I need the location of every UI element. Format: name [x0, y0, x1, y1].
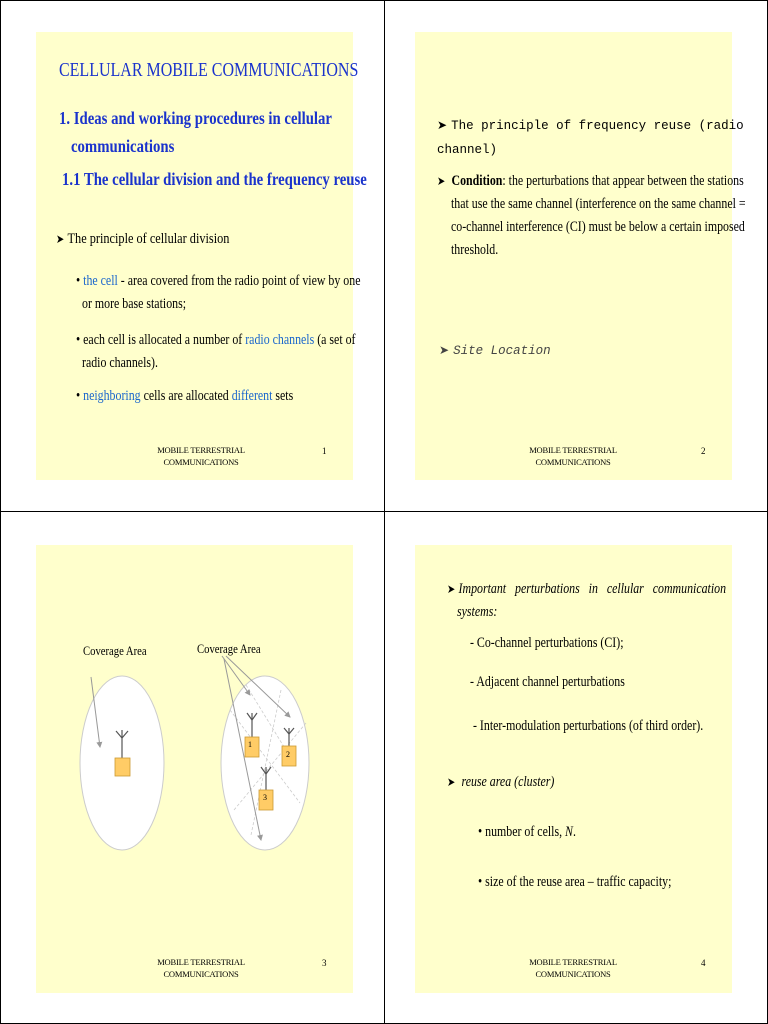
bullet-cell-text: - area covered from the radio point of view by one [117, 273, 361, 289]
bullet-neighbors [76, 388, 293, 405]
page-number: 2 [701, 446, 706, 456]
arrow-bullet-icon: ➤ [447, 775, 456, 789]
term-different: different [231, 388, 273, 404]
bullet-channels-pre: each cell is allocated a number of [83, 332, 246, 348]
footer-line1: MOBILE TERRESTRIAL [529, 957, 617, 967]
arrow-bullet-icon: ➤ [439, 343, 450, 357]
base-station-box [115, 758, 130, 776]
condition-text: : the perturbations that appear between the stations [502, 173, 744, 189]
bullet-cell [76, 273, 360, 290]
slide-4 [415, 545, 732, 993]
item-co-channel: - Co-channel perturbations (CI); [470, 635, 624, 651]
bullet-neighbors-post: sets [272, 388, 294, 404]
page-number: 1 [322, 446, 327, 456]
vertical-divider [384, 0, 385, 1024]
principle-line [56, 231, 229, 248]
bullet-number-of-cells [478, 824, 576, 841]
reuse-principle-line2: channel) [437, 143, 498, 157]
bullet-channels [76, 332, 356, 349]
heading-1-line1: 1. Ideas and working procedures in cellular [59, 108, 332, 128]
horizontal-divider [0, 511, 768, 512]
bullet-reuse-size [478, 874, 671, 891]
slide-2 [415, 32, 746, 480]
perturbations-line2: systems: [457, 604, 498, 620]
bullet-dot-icon: • [76, 388, 84, 404]
reuse-area-line [447, 774, 554, 791]
slide-3 [36, 545, 353, 993]
slide-footer [146, 956, 256, 980]
coverage-label-left: Coverage Area [83, 643, 147, 658]
condition-line2: that use the same channel (interference on the same channel = [451, 196, 746, 212]
bullet-dot-icon: • [478, 874, 486, 890]
bullet-dot-icon: • [478, 824, 486, 840]
reuse-area-text: reuse area (cluster) [461, 774, 555, 790]
perturbations-line1 [447, 581, 726, 598]
slide-footer [146, 444, 256, 468]
slide-footer [518, 956, 628, 980]
term-radio-channels: radio channels [245, 332, 315, 348]
footer-line1: MOBILE TERRESTRIAL [157, 445, 245, 455]
bullet-cell-line2: or more base stations; [82, 296, 187, 312]
reuse-principle-line1 [437, 118, 744, 133]
slide-title: CELLULAR MOBILE COMMUNICATIONS [59, 60, 359, 81]
footer-line2: COMMUNICATIONS [163, 457, 239, 467]
condition-term: Condition [451, 173, 503, 189]
page-number: 3 [322, 958, 327, 968]
footer-line2: COMMUNICATIONS [163, 969, 239, 979]
number-of-cells-post: . [572, 824, 576, 840]
arrow-bullet-icon: ➤ [437, 174, 446, 188]
reuse-size-text: size of the reuse area – traffic capacity; [485, 874, 672, 890]
footer-line1: MOBILE TERRESTRIAL [529, 445, 617, 455]
footer-line2: COMMUNICATIONS [535, 457, 611, 467]
bullet-neighbors-mid: cells are allocated [140, 388, 232, 404]
slide-1 [36, 32, 367, 480]
cell-3-label: 3 [263, 793, 267, 802]
heading-1-line2: communications [71, 136, 175, 156]
coverage-label-right: Coverage Area [197, 641, 261, 656]
footer-line1: MOBILE TERRESTRIAL [157, 957, 245, 967]
bullet-dot-icon: • [76, 332, 84, 348]
reuse-principle-text: The principle of frequency reuse (radio [451, 119, 744, 133]
arrow-bullet-icon: ➤ [56, 232, 65, 246]
item-intermodulation: - Inter-modulation perturbations (of third order). [473, 718, 704, 734]
page-number: 4 [701, 958, 706, 968]
coverage-diagram [36, 545, 353, 993]
bullet-channels-post: (a set of [314, 332, 356, 348]
condition-line4: threshold. [451, 242, 499, 258]
site-location-text: Site Location [453, 344, 551, 358]
item-adjacent-channel: - Adjacent channel perturbations [470, 674, 625, 690]
cell-2-label: 2 [286, 750, 290, 759]
cell-1-label: 1 [248, 740, 252, 749]
site-location [439, 343, 551, 358]
arrow-bullet-icon: ➤ [447, 582, 456, 596]
bullet-channels-line2: radio channels). [82, 355, 158, 371]
arrow-bullet-icon: ➤ [437, 118, 448, 132]
var-n: N [565, 824, 573, 840]
term-neighboring: neighboring [83, 388, 141, 404]
condition-line3: co-channel interference (CI) must be below a certain imposed [451, 219, 745, 235]
condition-line1 [437, 173, 744, 190]
term-the-cell: the cell [83, 273, 118, 289]
principle-text: The principle of cellular division [67, 231, 230, 247]
slide-footer [518, 444, 628, 468]
heading-1-1: 1.1 The cellular division and the frequency reuse [62, 169, 367, 189]
perturbations-text: Important perturbations in cellular communication [458, 581, 727, 597]
footer-line2: COMMUNICATIONS [535, 969, 611, 979]
bullet-dot-icon: • [76, 273, 84, 289]
number-of-cells-text: number of cells, [485, 824, 566, 840]
